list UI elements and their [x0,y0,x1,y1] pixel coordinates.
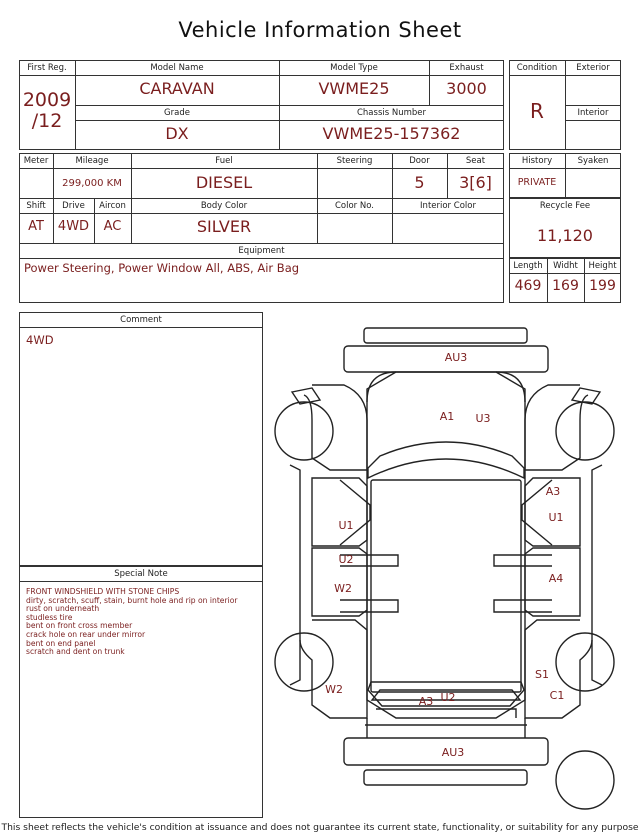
special-note-line: FRONT WINDSHIELD WITH STONE CHIPS [26,587,180,596]
aircon-value: AC [103,219,122,234]
mileage-label: Mileage [75,156,109,166]
chassis-number-value: VWME25-157362 [322,124,461,143]
comment-value: 4WD [26,333,54,347]
interior-color-label: Interior Color [420,201,476,211]
color-no-label: Color No. [334,201,374,211]
model-name-value: CARAVAN [139,79,215,98]
model-type-value: VWME25 [318,79,390,98]
shift-label: Shift [26,201,46,211]
damage-mark: W2 [325,683,343,696]
special-note-line: scratch and dent on trunk [26,647,125,657]
history-value: PRIVATE [517,177,557,188]
disclaimer-footer: This sheet reflects the vehicle's condition at issuance and does not guarantee its current state, functionality, or suitability for any purpose [1,822,639,833]
damage-mark: A4 [548,572,564,585]
seat-value: 3[6] [459,173,492,192]
aircon-label: Aircon [99,201,126,211]
damage-mark: S1 [535,668,549,681]
comment-label: Comment [120,315,162,325]
height-label: Height [588,261,617,271]
special-note-label: Special Note [114,569,168,579]
seat-label: Seat [465,156,486,166]
first-reg-year: 2009 [22,89,72,111]
condition-label: Condition [516,63,558,73]
sheet-title: Vehicle Information Sheet [178,18,462,42]
special-note-line: bent on front cross member [26,621,133,631]
grade-label: Grade [164,108,190,118]
vehicle-damage-diagram [268,318,628,822]
door-label: Door [409,156,430,166]
damage-mark: A1 [439,410,455,423]
condition-grade: R [530,99,544,123]
damage-mark: A3 [418,695,434,708]
recycle-fee-value: 11,120 [537,226,593,245]
length-value: 469 [514,278,542,294]
exhaust-value: 3000 [446,79,487,98]
damage-mark: U1 [548,511,564,524]
special-note-line: rust on underneath [26,604,100,614]
special-note-line: crack hole on rear under mirror [26,629,146,639]
body-color-label: Body Color [200,201,248,211]
damage-mark: U2 [440,691,456,704]
model-type-label: Model Type [330,63,378,73]
chassis-number-label: Chassis Number [356,108,427,118]
model-name-label: Model Name [150,63,204,73]
drive-value: 4WD [57,219,90,234]
fuel-label: Fuel [215,156,233,166]
door-value: 5 [414,173,425,192]
meter-label: Meter [23,156,49,166]
comment-box [19,312,263,566]
grade-value: DX [165,124,189,143]
shift-value: AT [28,219,44,234]
exhaust-label: Exhaust [449,63,484,73]
damage-mark: A3 [545,485,561,498]
equipment-label: Equipment [238,246,285,256]
drive-label: Drive [62,201,85,211]
recycle-fee-label: Recycle Fee [539,201,591,211]
damage-mark: U2 [338,553,354,566]
syaken-label: Syaken [577,156,609,166]
body-color-value: SILVER [196,217,252,236]
width-value: 169 [552,278,579,294]
steering-label: Steering [336,156,373,166]
damage-mark: U3 [475,412,491,425]
height-value: 199 [589,278,616,294]
length-label: Length [513,261,543,271]
history-label: History [521,156,553,166]
damage-mark: AU3 [444,351,468,364]
special-note-line: bent on end panel [26,638,96,648]
equipment-value: Power Steering, Power Window All, ABS, Air Bag [24,261,300,275]
damage-mark: U1 [338,519,354,532]
special-note-list [26,588,237,657]
damage-mark: C1 [549,689,565,702]
damage-mark: W2 [334,582,352,595]
interior-label: Interior [577,108,609,118]
damage-mark: AU3 [441,746,465,759]
special-note-line: studless tire [26,612,73,622]
fuel-value: DIESEL [195,173,253,192]
first-reg-label: First Reg. [27,63,67,73]
mileage-value: 299,000 KM [62,178,122,189]
first-reg-month: /12 [31,110,63,132]
special-note-line: dirty, scratch, scuff, stain, burnt hole and rip on interior [26,595,238,605]
exterior-label: Exterior [576,63,610,73]
width-label: Widht [553,261,578,271]
